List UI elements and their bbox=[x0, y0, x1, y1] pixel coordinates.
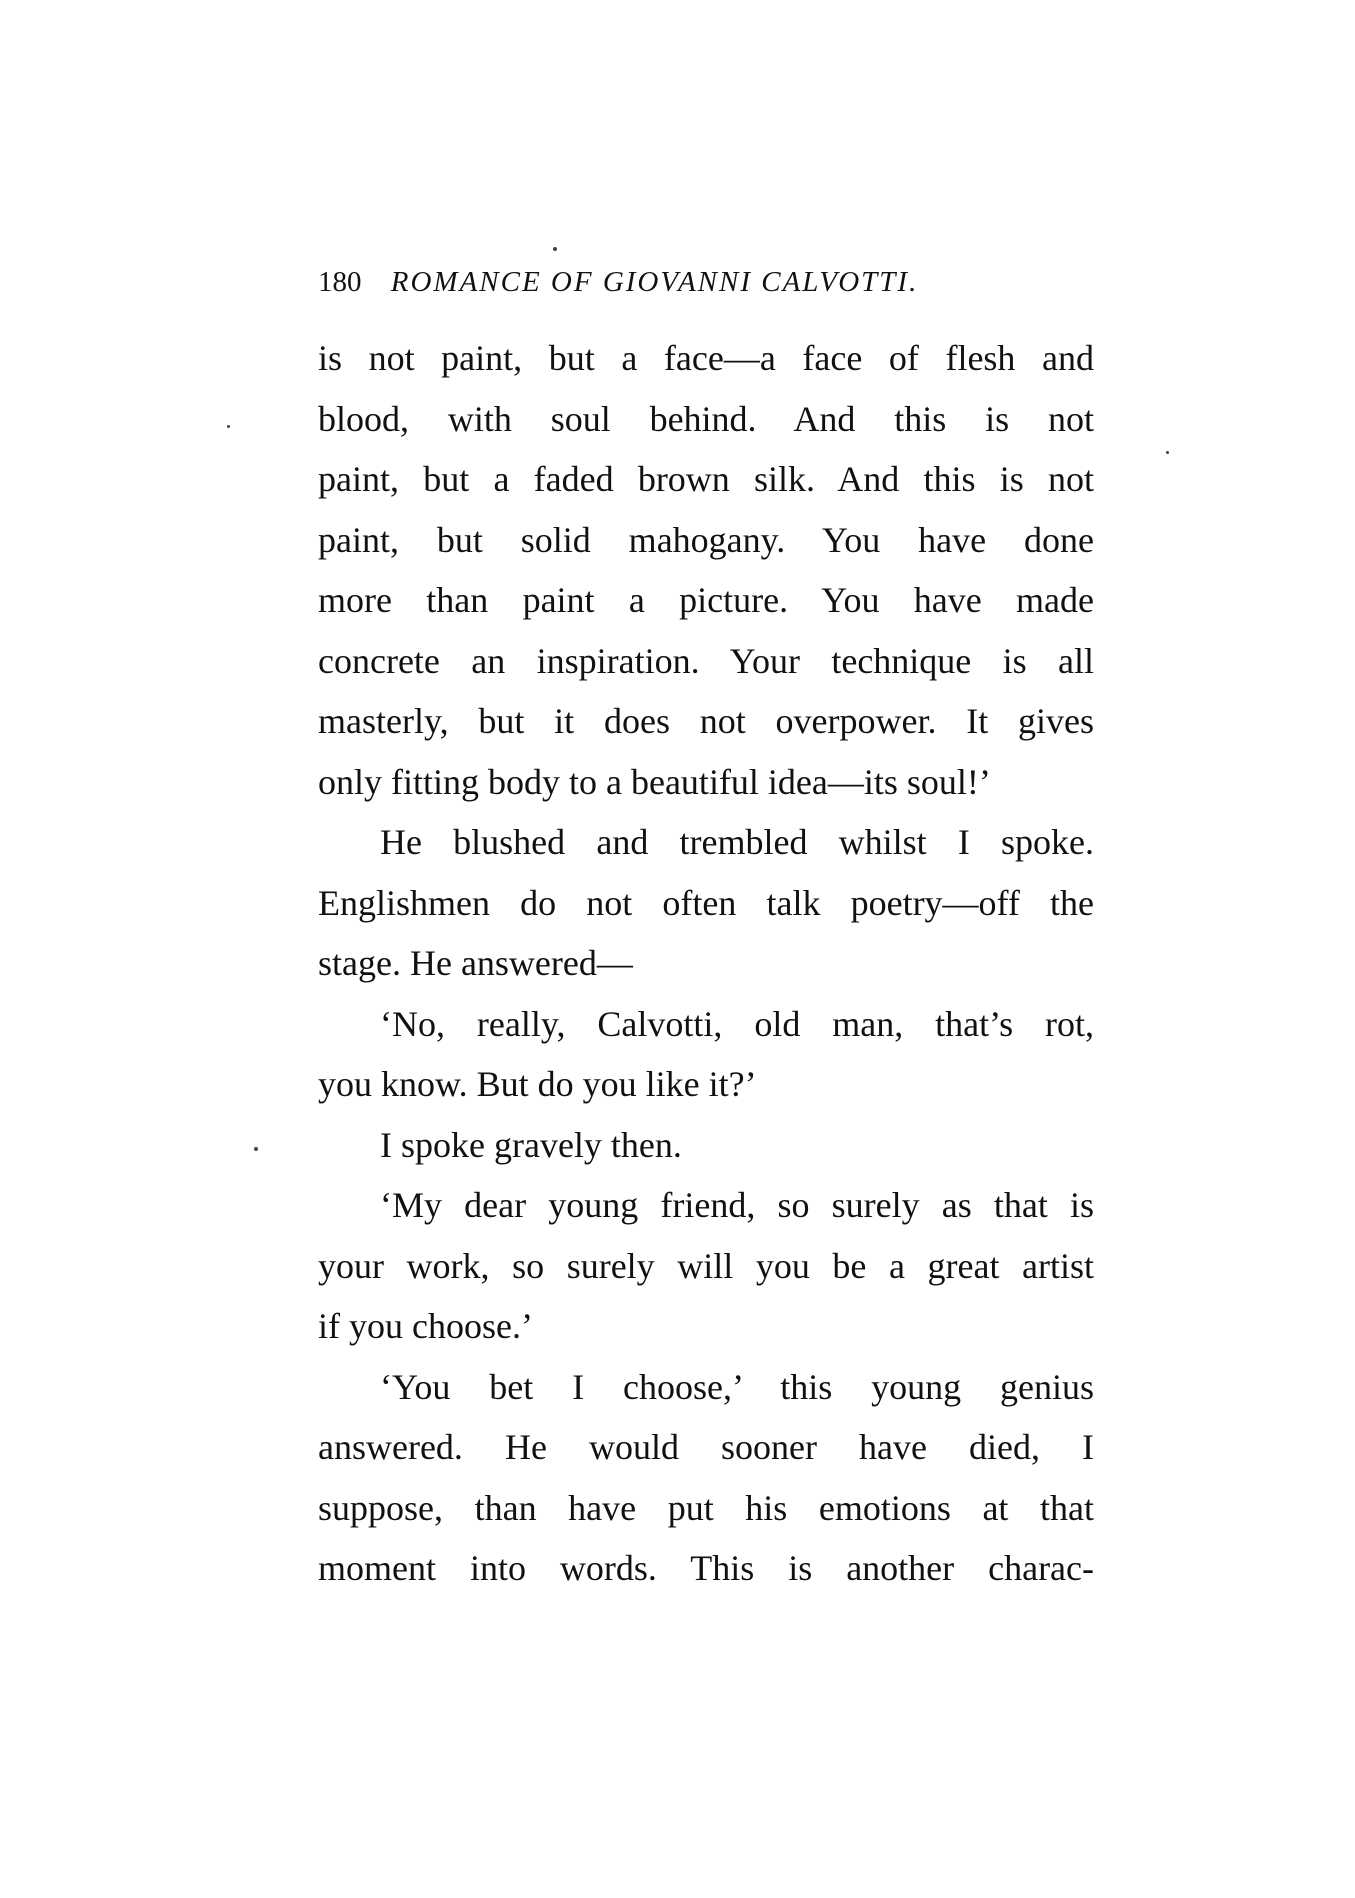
text-line: blood, with soul behind. And this is not bbox=[318, 398, 1094, 439]
text-line: masterly, but it does not overpower. It gives bbox=[318, 701, 1094, 741]
print-speck bbox=[1166, 451, 1169, 454]
text-line: concrete an inspiration. Your technique is all bbox=[318, 640, 1094, 681]
page-number: 180 bbox=[318, 266, 362, 298]
text-line: stage. He answered— bbox=[318, 943, 633, 983]
text-line: I spoke gravely then. bbox=[380, 1124, 682, 1165]
text-line: ‘You bet I choose,’ this young genius bbox=[380, 1366, 1094, 1407]
running-header bbox=[318, 262, 1108, 302]
text-line: ‘My dear young friend, so surely as that is bbox=[380, 1185, 1094, 1225]
text-line: suppose, than have put his emotions at that bbox=[318, 1487, 1094, 1528]
text-line: is not paint, but a face—a face of flesh and bbox=[318, 338, 1094, 378]
text-line: answered. He would sooner have died, I bbox=[318, 1427, 1094, 1467]
text-line: He blushed and trembled whilst I spoke. bbox=[380, 822, 1094, 862]
text-line: your work, so surely will you be a great artist bbox=[318, 1245, 1094, 1286]
print-speck bbox=[553, 247, 557, 251]
print-speck bbox=[227, 425, 230, 428]
text-line: Englishmen do not often talk poetry—off the bbox=[318, 882, 1094, 923]
text-line: only fitting body to a beautiful idea—its soul!’ bbox=[318, 761, 991, 802]
text-line: more than paint a picture. You have made bbox=[318, 580, 1094, 620]
text-line: paint, but solid mahogany. You have done bbox=[318, 519, 1094, 560]
text-line: moment into words. This is another charac- bbox=[318, 1548, 1094, 1588]
text-line: paint, but a faded brown silk. And this is not bbox=[318, 459, 1094, 499]
text-line: ‘No, really, Calvotti, old man, that’s rot, bbox=[380, 1003, 1094, 1044]
text-line: if you choose.’ bbox=[318, 1306, 533, 1346]
body-text bbox=[318, 328, 1094, 1599]
running-title: ROMANCE OF GIOVANNI CALVOTTI. bbox=[390, 266, 919, 298]
text-line: you know. But do you like it?’ bbox=[318, 1064, 757, 1104]
print-speck bbox=[254, 1147, 258, 1151]
